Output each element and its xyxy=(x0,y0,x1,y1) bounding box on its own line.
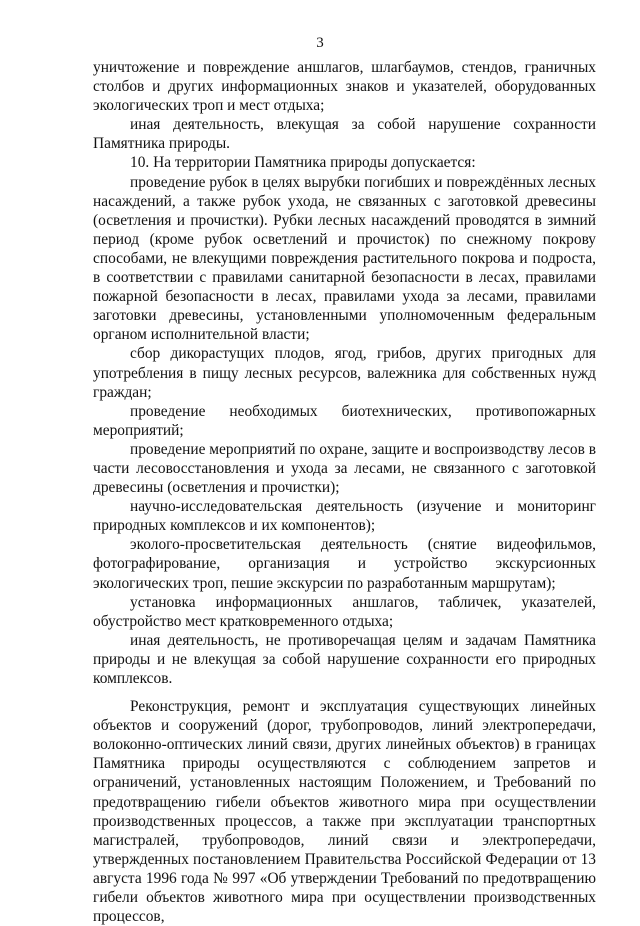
paragraph-allowed-research: научно-исследовательская деятельность (изучение и мониторинг природных комплексов и их компонентов); xyxy=(93,498,596,535)
paragraph-allowed-eco-education: эколого-просветительская деятельность (снятие видеофильмов, фотографирование, организация и устройство экскурсионных экологических троп, пешие экскурсии по разработанным маршрутам); xyxy=(93,536,596,592)
page-number: 3 xyxy=(316,35,324,51)
paragraph-prohibition-other: иная деятельность, влекущая за собой нарушение сохранности Памятника природы. xyxy=(93,116,596,153)
paragraph-section-10-heading: 10. На территории Памятника природы допускается: xyxy=(130,154,476,172)
document-body xyxy=(93,58,596,926)
paragraph-allowed-biotech: проведение необходимых биотехнических, противопожарных мероприятий; xyxy=(93,402,596,439)
paragraph-allowed-gathering: сбор дикорастущих плодов, ягод, грибов, других пригодных для употребления в пищу лесных ресурсов, валежника для собственных нужд граждан; xyxy=(93,345,596,401)
paragraph-linear-objects: Реконструкция, ремонт и эксплуатация существующих линейных объектов и сооружений (дорог, трубопроводов, линий электропередачи, волоконно-оптических линий связи, других линейных объектов) в границах Памятника природы осуществляются с соблюдением запретов и ограничений, установленных настоящим Положением, и Требований по предотвращению гибели объектов животного мира при осуществлении производственных процессов, а также при эксплуатации транспортных магистралей, трубопроводов, линий связи и электропередачи, утвержденных постановлением Правительства Российской Федерации от 13 августа 1996 года № 997 «Об утверждении Требований по предотвращению гибели объектов животного мира при осуществлении производственных процессов, xyxy=(93,698,596,926)
paragraph-allowed-felling: проведение рубок в целях вырубки погибших и повреждённых лесных насаждений, а также рубок ухода, не связанных с заготовкой древесины (осветления и прочистки). Рубки лесных насаждений проводятся в зимний период (кроме рубок осветлений и прочисток) по снежному покрову способами, не влекущими повреждения растительного покрова и подроста, в соответствии с правилами санитарной безопасности в лесах, правилами пожарной безопасности в лесах, правилами ухода за лесами, правилами заготовки древесины, установленными уполномоченным федеральным органом исполнительной власти; xyxy=(93,173,596,344)
paragraph-prohibition-destruction: уничтожение и повреждение аншлагов, шлагбаумов, стендов, граничных столбов и других информационных знаков и указателей, оборудованных экологических троп и мест отдыха; xyxy=(93,59,596,115)
paragraph-allowed-other: иная деятельность, не противоречащая целям и задачам Памятника природы и не влекущая за собой нарушение сохранности его природных комплексов. xyxy=(93,631,596,687)
paragraph-allowed-signage: установка информационных аншлагов, табличек, указателей, обустройство мест кратковременного отдыха; xyxy=(93,593,596,630)
paragraph-allowed-forest-protection: проведение мероприятий по охране, защите и воспроизводству лесов в части лесовосстановления и ухода за лесами, не связанного с заготовкой древесины (осветления и прочистки); xyxy=(93,440,596,497)
